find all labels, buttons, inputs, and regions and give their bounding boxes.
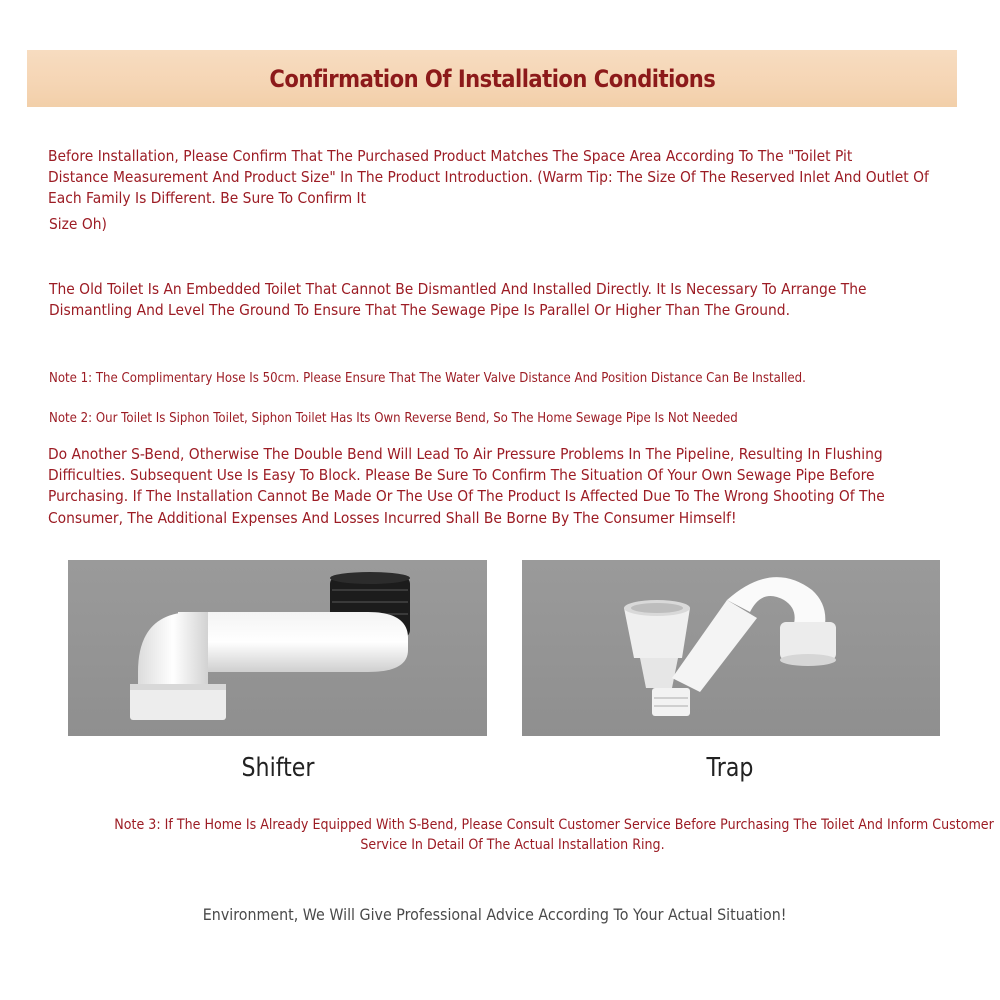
paragraph-line: Consumer, The Additional Expenses And Losses Incurred Shall Be Borne By The Consumer Himself! — [48, 508, 737, 527]
note-line: Note 3: If The Home Is Already Equipped With S-Bend, Please Consult Customer Service Before Purchasing The Toilet And Inform Customer — [114, 817, 994, 833]
old-toilet-paragraph — [49, 279, 867, 321]
note-line: Service In Detail Of The Actual Installation Ring. — [360, 837, 665, 853]
paragraph-line: Purchasing. If The Installation Cannot Be Made Or The Use Of The Product Is Affected Due To The Wrong Shooting Of The — [48, 487, 885, 506]
paragraph-line: Difficulties. Subsequent Use Is Easy To Block. Please Be Sure To Confirm The Situation Of Your Own Sewage Pipe Before — [48, 466, 875, 485]
title-banner — [27, 50, 957, 107]
shifter-caption: Shifter — [241, 753, 315, 783]
paragraph-tail: Size Oh) — [49, 215, 107, 233]
footer-text — [0, 905, 990, 924]
paragraph-line: Distance Measurement And Product Size" In The Product Introduction. (Warm Tip: The Size Of The Reserved Inlet And Outlet Of — [48, 168, 929, 186]
paragraph-line: Do Another S-Bend, Otherwise The Double Bend Will Lead To Air Pressure Problems In The Pipeline, Resulting In Flushing — [48, 445, 883, 463]
trap-photo — [522, 560, 940, 736]
paragraph-line: The Old Toilet Is An Embedded Toilet That Cannot Be Dismantled And Installed Directly. It Is Necessary To Arrange The — [49, 280, 867, 298]
footer-line: Environment, We Will Give Professional Advice According To Your Actual Situation! — [203, 905, 787, 924]
paragraph-line: Dismantling And Level The Ground To Ensure That The Sewage Pipe Is Parallel Or Higher Than The Ground. — [49, 301, 791, 319]
page-title: Confirmation Of Installation Conditions — [269, 64, 715, 93]
installation-paragraph — [48, 146, 929, 209]
note-3 — [60, 815, 994, 855]
shifter-photo — [68, 560, 487, 736]
s-bend-paragraph — [48, 444, 885, 529]
paragraph-line: Each Family Is Different. Be Sure To Confirm It — [48, 189, 367, 207]
shifter-pipe-icon — [68, 560, 487, 736]
note-1: Note 1: The Complimentary Hose Is 50cm. Please Ensure That The Water Valve Distance And Position Distance Can Be Installed. — [49, 371, 806, 386]
paragraph-line: Before Installation, Please Confirm That The Purchased Product Matches The Space Area According To The "Toilet Pit — [48, 147, 853, 165]
p-trap-pipe-icon — [522, 560, 940, 736]
note-2: Note 2: Our Toilet Is Siphon Toilet, Siphon Toilet Has Its Own Reverse Bend, So The Home Sewage Pipe Is Not Needed — [49, 411, 738, 426]
trap-caption: Trap — [706, 753, 754, 783]
